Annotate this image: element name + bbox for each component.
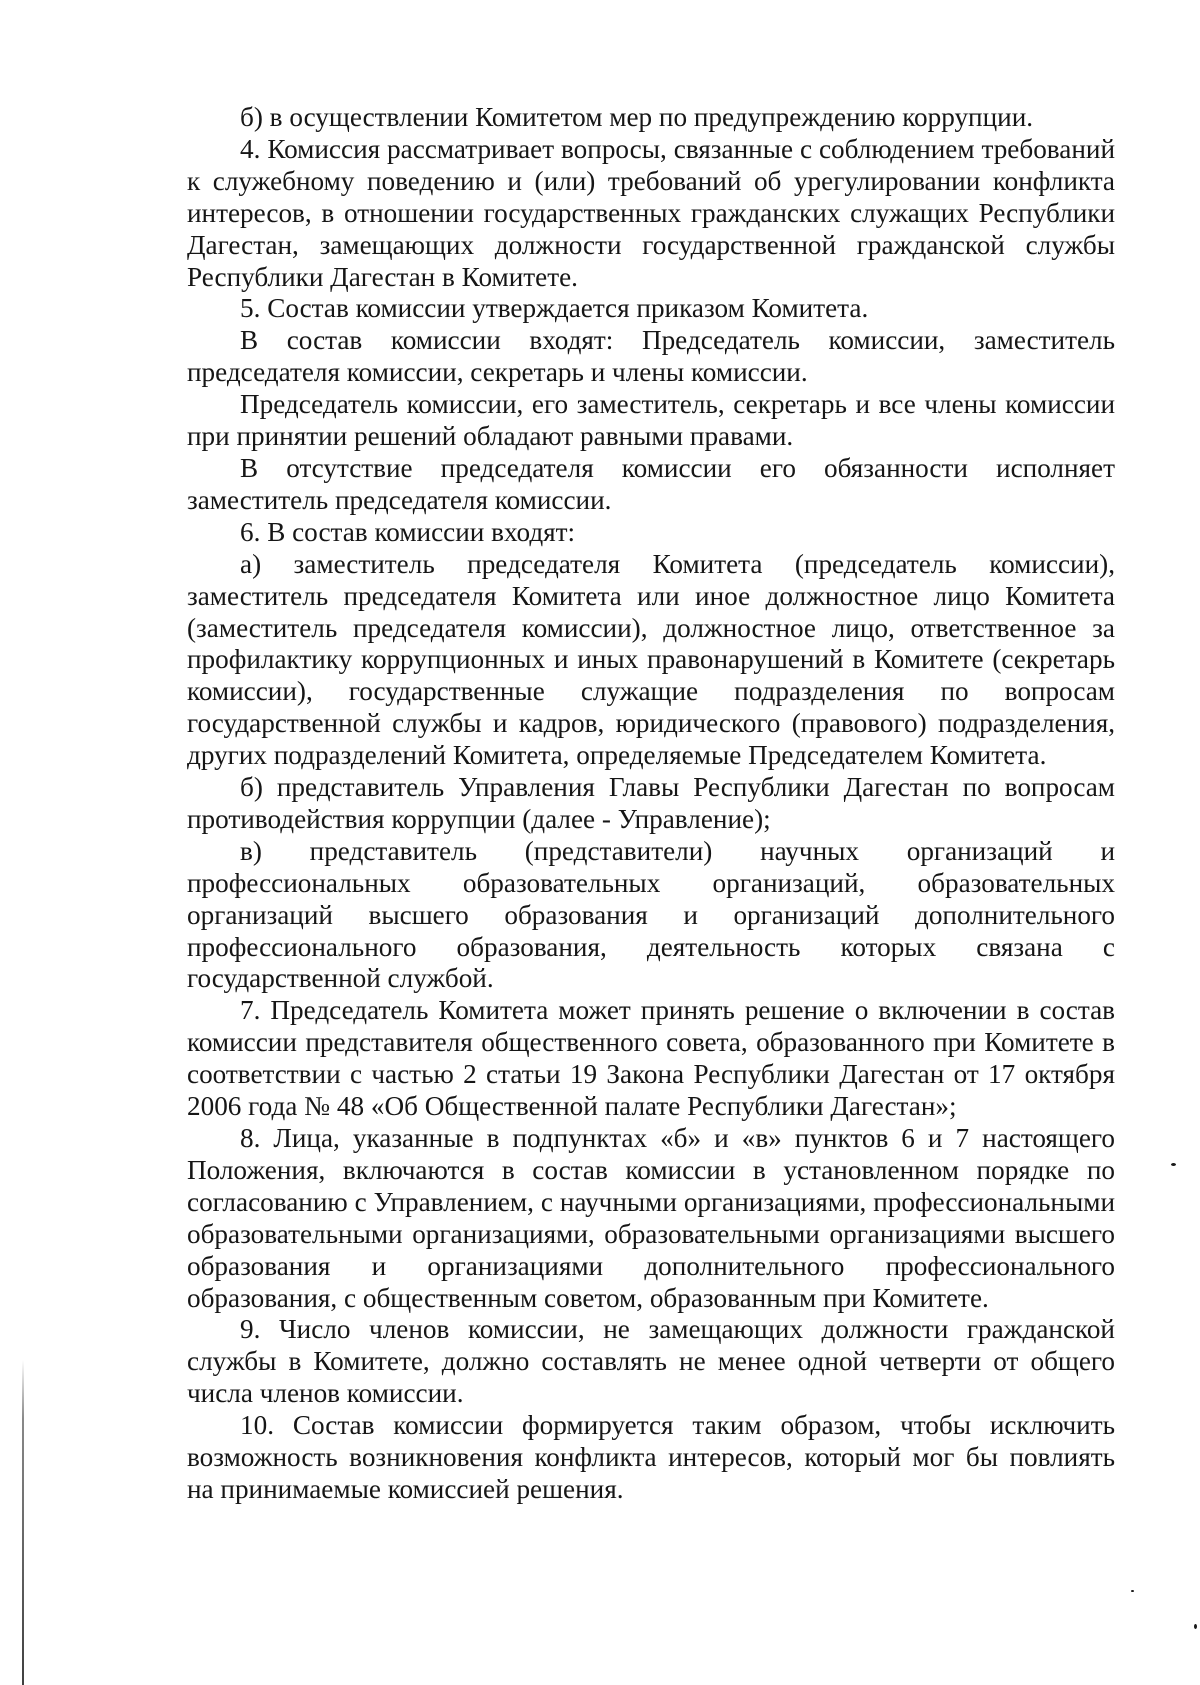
paragraph-6a: а) заместитель председателя Комитета (председатель комиссии), заместитель председателя Комитета или иное должностное лицо Комитета (заместитель председателя комиссии), должностное лицо, ответственное за профилактику коррупционных и иных правонарушений в Комитете (секретарь комиссии), государственные служащие подразделения по вопросам государственной службы и кадров, юридического (правового) подразделения, других подразделений Комитета, определяемые Председателем Комитета. xyxy=(187,548,1115,771)
paragraph-10: 10. Состав комиссии формируется таким образом, чтобы исключить возможность возникновения конфликта интересов, который мог бы повлиять на принимаемые комиссией решения. xyxy=(187,1410,1115,1504)
paragraph-5: 5. Состав комиссии утверждается приказом Комитета. xyxy=(240,293,869,324)
paragraph-3b: б) в осуществлении Комитетом мер по предупреждению коррупции. xyxy=(240,102,1034,132)
scan-speck xyxy=(1131,1590,1134,1592)
paragraph-9: 9. Число членов комиссии, не замещающих должности гражданской службы в Комитете, должно составлять не менее одной четверти от общего числа членов комиссии. xyxy=(187,1314,1115,1409)
paragraph-4: 4. Комиссия рассматривает вопросы, связанные с соблюдением требований к служебному поведению и (или) требований об урегулировании конфликта интересов, в отношении государственных гражданских служащих Республики Дагестан, замещающих должности государственной гражданской службы Республики Дагестан в Комитете. xyxy=(187,133,1115,292)
paragraph-6: 6. В состав комиссии входят: xyxy=(240,516,576,547)
scan-speck xyxy=(1194,1624,1197,1629)
paragraph-5-equal-rights: Председатель комиссии, его заместитель, секретарь и все члены комиссии при принятии решений обладают равными правами. xyxy=(187,389,1115,452)
paragraph-5-composition: В состав комиссии входят: Председатель комиссии, заместитель председателя комиссии, секретарь и члены комиссии. xyxy=(187,325,1115,388)
scan-speck xyxy=(1171,1163,1176,1166)
paragraph-6b: б) представитель Управления Главы Республики Дагестан по вопросам противодействия коррупции (далее - Управление); xyxy=(187,772,1115,834)
document-body xyxy=(187,102,1115,1506)
paragraph-6v: в) представитель (представители) научных организаций и профессиональных образовательных организаций, образовательных организаций высшего образования и организаций дополнительного профессионального образования, деятельность которых связана с государственной службой. xyxy=(187,835,1115,994)
paragraph-5-absence: В отсутствие председателя комиссии его обязанности исполняет заместитель председателя комиссии. xyxy=(187,452,1115,515)
paragraph-8: 8. Лица, указанные в подпунктах «б» и «в» пунктов 6 и 7 настоящего Положения, включаются в состав комиссии в установленном порядке по согласованию с Управлением, с научными организациями, профессиональными образовательными организациями, образовательными организациями высшего образования и организациями дополнительного профессионального образования, с общественным советом, образованным при Комитете. xyxy=(187,1123,1115,1313)
paragraph-7: 7. Председатель Комитета может принять решение о включении в состав комиссии представителя общественного совета, образованного при Комитете в соответствии с частью 2 статьи 19 Закона Республики Дагестан от 17 октября 2006 года № 48 «Об Общественной палате Республики Дагестан»; xyxy=(187,995,1115,1122)
scan-edge-line xyxy=(22,1360,24,1685)
